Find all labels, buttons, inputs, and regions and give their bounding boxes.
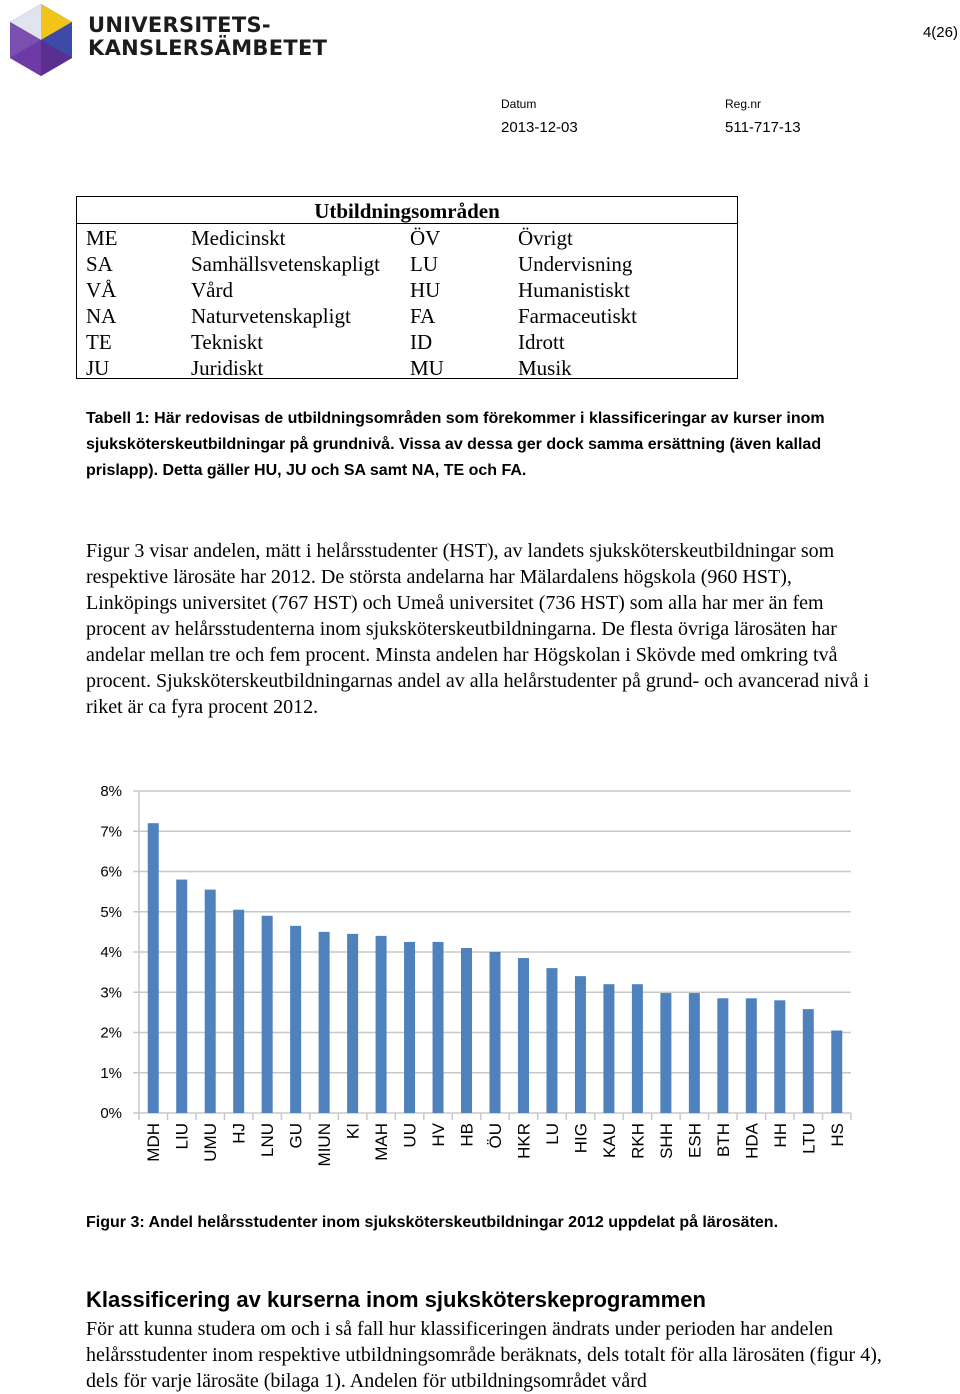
x-category-label: LIU [172,1123,192,1150]
agency-name [88,14,327,60]
agency-name-line1: UNIVERSITETS- [88,13,271,37]
bar [774,1000,785,1113]
reg-label: Reg.nr [725,97,762,111]
paragraph-figure-description: Figur 3 visar andelen, mätt i helårsstudenter (HST), av landets sjuksköterskeutbildningar som respektive lärosäte har 2012. De största andelarna har Mälardalens högskola (960 HST), Linköpings universitet (767 HST) och Umeå universitet (736 HST) som alla har mer än fem procent av helårsstudenterna inom sjuksköterskeutbildningarna. De flesta övriga lärosäten har andelar mellan tre och fem procent. Minsta andelen har Högskolan i Skövde med omkring två procent. Sjuksköterskeutbildningarnas andel av alla helårstudenter på grund- och avancerad nivå i riket är ca fyra procent 2012. [86,540,870,718]
table-cell: Övrigt [518,226,573,250]
section-heading: Klassificering av kurserna inom sjuksköterskeprogrammen [86,1287,706,1312]
y-tick-label: 2% [100,1024,122,1042]
areas-table [76,196,738,379]
x-category-label: HIG [571,1123,591,1154]
x-category-label: KAU [599,1123,619,1158]
bar [546,968,557,1113]
table-cell: Farmaceutiskt [518,304,637,328]
table-row [77,225,737,251]
bar [717,998,728,1113]
date-label: Datum [501,97,537,111]
bar [461,948,472,1113]
table-cell: Musik [518,356,572,380]
x-category-label: LTU [799,1123,819,1154]
table-cell: HU [410,278,441,302]
bar [632,984,643,1113]
bar [148,823,159,1113]
y-tick-label: 4% [100,944,122,961]
table-cell: VÅ [86,278,117,302]
bar [319,932,330,1113]
x-category-label: KI [343,1123,363,1140]
table-cell: TE [86,330,112,354]
table-cell: JU [86,356,110,380]
x-category-label: HKR [514,1123,534,1159]
x-category-label: ESH [685,1123,705,1158]
bar-chart [0,770,960,1190]
table-caption: Tabell 1: Här redovisas de utbildningsområden som förekommer i klassificeringar av kurser inom sjuksköterskeutbildningar på grundnivå. Vissa av dessa ger dock samma ersättning (även kallad prislapp). Detta gäller HU, JU och SA samt NA, TE och FA. [86,410,825,479]
x-category-label: GU [286,1123,306,1149]
table-row [77,303,737,329]
bar [404,942,415,1113]
x-category-label: HDA [742,1123,762,1159]
table-cell: ME [86,226,118,250]
y-tick-label: 6% [100,863,122,881]
bar [490,952,501,1113]
y-tick-label: 7% [100,823,122,841]
table-cell: FA [410,304,436,328]
bar [831,1030,842,1113]
x-category-label: HJ [229,1123,249,1144]
bar [433,942,444,1113]
y-tick-label: 3% [100,984,122,1002]
x-category-label: MAH [372,1123,392,1161]
x-category-label: SHH [656,1123,676,1159]
bar [603,984,614,1113]
x-category-label: UMU [201,1123,221,1162]
bar [262,916,273,1113]
bar [205,890,216,1113]
y-tick-label: 1% [100,1064,122,1082]
bar [660,993,671,1113]
agency-logo-icon [6,2,76,78]
bar [803,1009,814,1113]
table-cell: Undervisning [518,252,633,276]
figure-caption: Figur 3: Andel helårsstudenter inom sjuksköterskeutbildningar 2012 uppdelat på lärosäten. [86,1214,779,1231]
bar [689,993,700,1113]
bar [575,976,586,1113]
table-row [77,355,737,381]
table-row [77,329,737,355]
table-cell: LU [410,252,438,276]
table-cell: MU [410,356,444,380]
x-category-label: HB [457,1123,477,1147]
page-number: 4(26) [922,24,958,41]
bar [233,910,244,1113]
bar [376,936,387,1113]
x-category-label: MIUN [315,1123,335,1167]
bar [347,934,358,1113]
table-cell: NA [86,304,117,328]
date-value: 2013-12-03 [501,119,578,136]
table-cell: Medicinskt [191,226,286,250]
y-tick-label: 5% [100,903,122,921]
x-category-label: LU [542,1123,562,1145]
table-cell: Vård [191,278,233,302]
y-tick-label: 0% [100,1105,122,1122]
bar [746,998,757,1113]
x-category-label: ÖU [486,1123,505,1149]
table-cell: SA [86,252,113,276]
x-category-label: HS [827,1123,847,1147]
x-category-label: MDH [144,1123,164,1162]
x-category-label: RKH [628,1123,648,1159]
table-cell: Humanistiskt [518,278,631,302]
table-row [77,277,737,303]
table-cell: Juridiskt [191,356,264,380]
table-cell: Tekniskt [191,330,264,354]
table-cell: ID [410,330,433,354]
y-tick-label: 8% [100,783,122,800]
table-cell: ÖV [410,226,441,250]
paragraph-classification: För att kunna studera om och i så fall hur klassificeringen ändrats under perioden har andelen helårsstudenter inom respektive utbildningsområde beräknats, dels totalt för alla lärosäten (figur 4), dels för varje lärosäte (bilaga 1). Andelen för utbildningsområdet vård [86,1318,882,1392]
table-cell: Idrott [518,330,565,354]
x-category-label: HH [770,1123,790,1148]
x-category-label: BTH [713,1123,733,1157]
bar [290,926,301,1113]
x-category-label: HV [429,1123,449,1147]
reg-value: 511-717-13 [725,119,801,136]
x-category-label: UU [400,1123,420,1148]
table-row [77,251,737,277]
areas-table-title: Utbildningsområden [77,197,737,224]
table-cell: Samhällsvetenskapligt [191,252,380,276]
bar [176,880,187,1113]
bar [518,958,529,1113]
x-category-label: LNU [258,1123,278,1158]
table-cell: Naturvetenskapligt [191,304,351,328]
agency-name-line2: KANSLERSÄMBETET [88,36,328,60]
